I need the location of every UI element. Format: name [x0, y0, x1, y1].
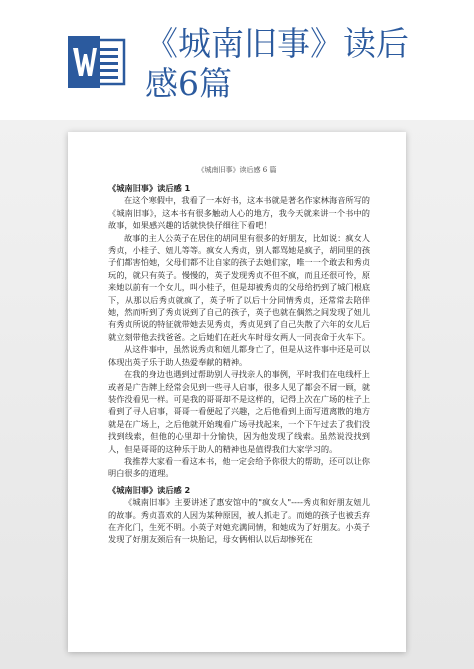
- running-head: 《城南旧事》读后感 6 篇: [197, 166, 277, 174]
- page-title: [145, 24, 465, 104]
- section-heading: 《城南旧事》读后感 2: [108, 484, 191, 495]
- section-heading: 《城南旧事》读后感 1: [108, 183, 191, 193]
- page-title-line-2: 感6篇: [145, 64, 232, 103]
- page-header: [0, 0, 474, 120]
- paragraph: 从这件事中，虽然说秀贞和妞儿都身亡了，但是从这件事中还是可以体现出英子乐于助人热爱奉献的精神。: [108, 344, 370, 367]
- document-page: [68, 132, 406, 652]
- paragraph: 《城南旧事》主要讲述了惠安馆中的"疯女人"----秀贞和好朋友妞儿的故事。秀贞喜欢的人因为某种原因，被人抓走了。而她的孩子也被丢弃在齐化门，生死不明。小英子对她充满同情，和她成为了好朋友。小英子发现了好朋友颈后有一块胎记，母女俩相认以后却惨死在: [108, 497, 371, 545]
- paragraph: 故事的主人公英子在居住的胡同里有很多的好朋友，比如说：疯女人秀贞，小桂子、妞儿等等。疯女人秀贞，别人都骂她是疯子，胡同里的孩子们都害怕她，父母们都不让自家的孩子去她们家，唯一一个敢去和秀贞玩的，就只有英子。慢慢的，英子发现秀贞不但不疯，而且还很可怜，原来她以前有一个女儿，叫小桂子，但是却被秀贞的父母给扔到了城门根底下，从那以后秀贞就疯了，英子听了以后十分同情秀贞，还常常去陪伴她，然而听到了秀贞说到了自己的孩子，英子也就在偶然之间发现了妞儿有秀贞所说的特征就带她去见秀贞，秀贞见到了自己失散了六年的女儿后就立刻带他去找爸爸。之后她们在赶火车时母女两人一同丧命于火车下。: [108, 232, 371, 342]
- paragraph: 在我的身边也遇到过帮助别人寻找亲人的事例，平时我们在电线杆上或者是广告牌上经常会见到一些寻人启事，很多人见了都会不屑一顾，就装作没看见一样。可是我的哥哥却不是这样的，记得上次在广场的柱子上看到了寻人启事，哥哥一看便起了兴趣，之后他看到上面写道离散的地方就是在广场上，之后他就开始瑰看广场寻找起来，一个下午过去了我们没找到线索，但他的心里却十分愉快，因为他发现了线索。虽然说没找到人，但是哥哥的这种乐于助人的精神也是值得我们大家学习的。: [108, 369, 371, 454]
- page-title-line-1: 《城南旧事》读后: [145, 24, 409, 63]
- document-body: [108, 182, 370, 546]
- paragraph: 我推荐大家看一看这本书，他一定会给予你很大的帮助，还可以让你明白很多的道理。: [108, 455, 370, 479]
- word-document-icon: [68, 36, 126, 88]
- paragraph: 在这个寒假中，我看了一本好书，这本书就是著名作家林海音所写的《城南旧事》，这本书有很多触动人心的地方，我今天就来讲一个书中的故事，如果感兴趣的话就快快仔细往下看吧！: [108, 195, 370, 231]
